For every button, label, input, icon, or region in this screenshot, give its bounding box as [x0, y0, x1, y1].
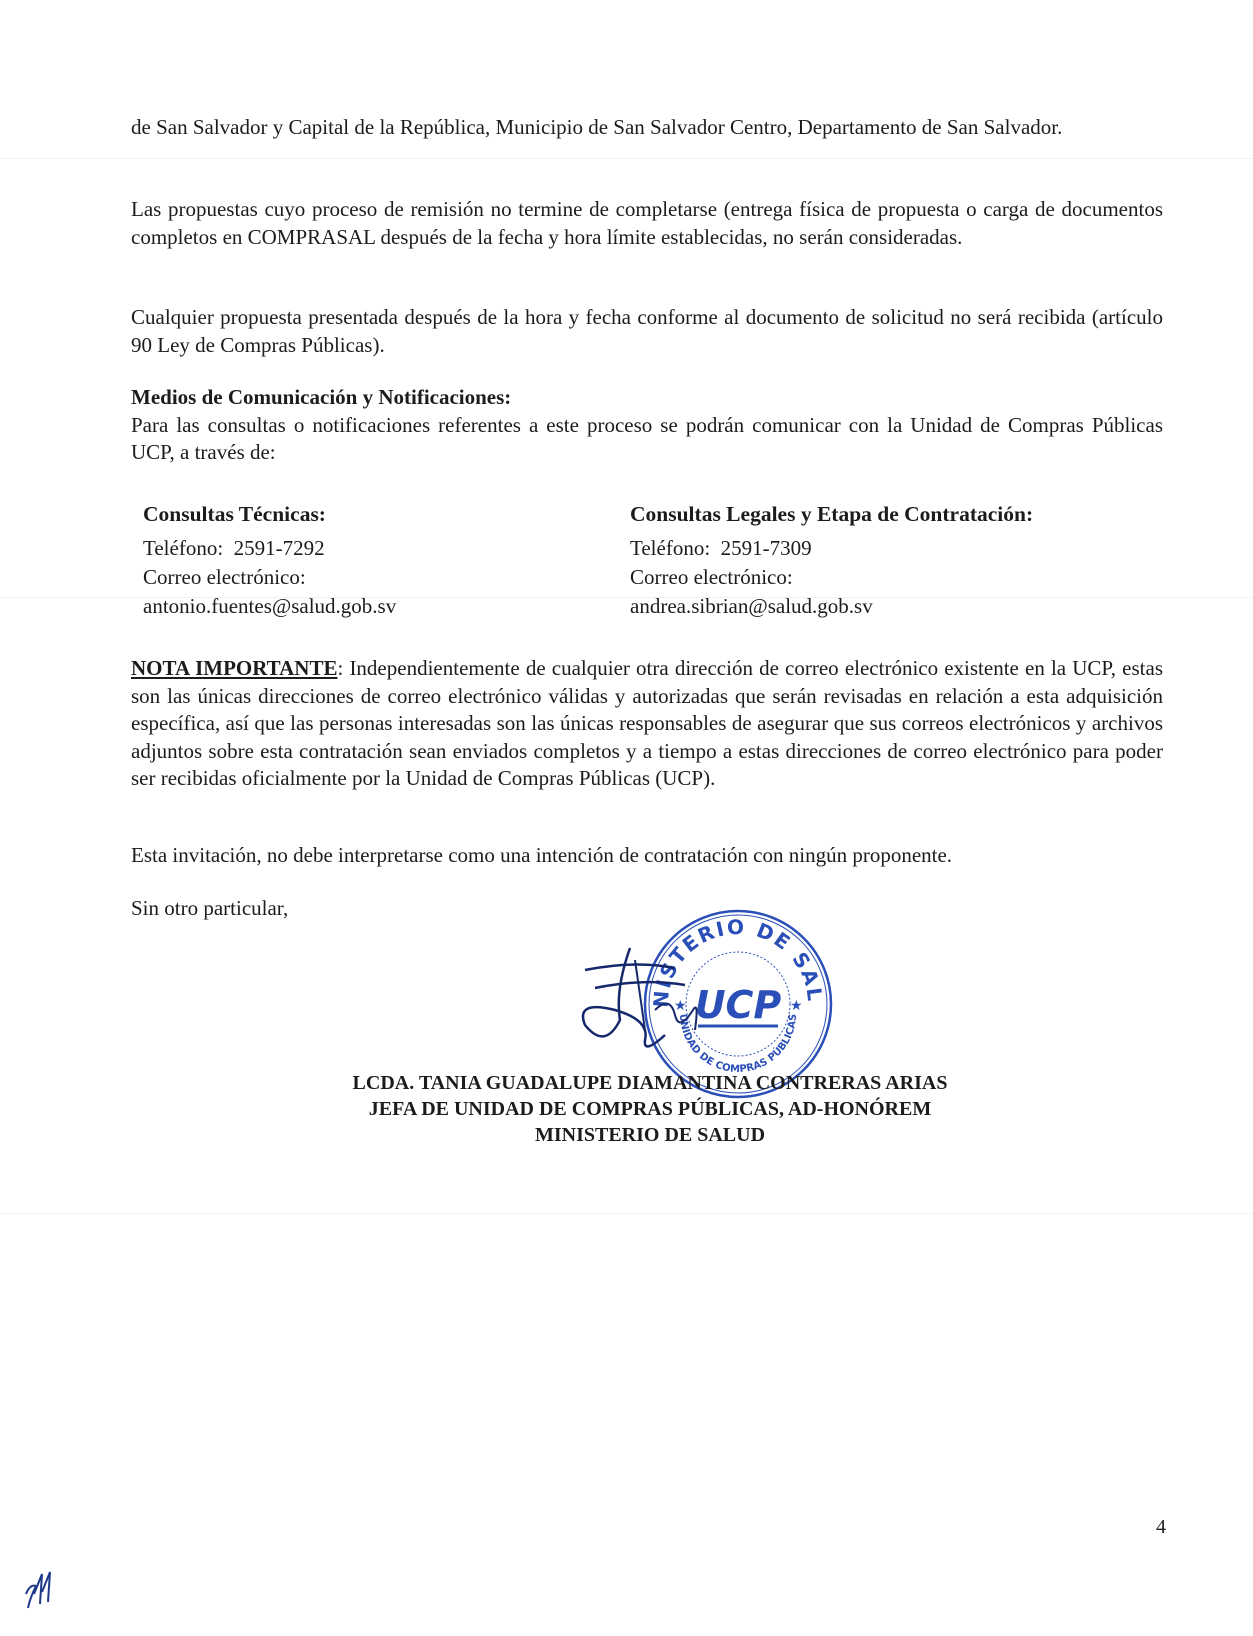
page-number: 4	[1156, 1516, 1166, 1538]
paragraph-deadline: Cualquier propuesta presentada después de la hora y fecha conforme al documento de solicitud no será recibida (artículo 90 Ley de Compras Públicas).	[131, 305, 1163, 357]
svg-text:★: ★	[674, 999, 687, 1014]
contact-email: andrea.sibrian@salud.gob.sv	[630, 594, 873, 618]
contact-phone: Teléfono: 2591-7292	[143, 536, 325, 560]
closing-invitation: Esta invitación, no debe interpretarse como una intención de contratación con ningún proponente.	[131, 843, 953, 867]
contact-heading: Consultas Técnicas:	[143, 502, 326, 526]
contact-legal	[630, 500, 1033, 621]
important-note	[131, 655, 1163, 793]
stamp-center-text: UCP	[694, 983, 782, 1027]
svg-text:★: ★	[790, 999, 803, 1014]
contact-email-label: Correo electrónico:	[143, 565, 306, 589]
paragraph-location: de San Salvador y Capital de la República, Municipio de San Salvador Centro, Departamento de San Salvador.	[131, 115, 1063, 139]
signatory-org: MINISTERIO DE SALUD	[534, 1124, 766, 1146]
note-label: NOTA IMPORTANTE	[131, 656, 338, 680]
signatory-name: LCDA. TANIA GUADALUPE DIAMANTINA CONTRERAS ARIAS	[352, 1072, 948, 1094]
contact-technical	[143, 500, 396, 621]
stamp-inner-text: UNIDAD DE COMPRAS PÚBLICAS	[676, 1013, 800, 1076]
section-communications	[131, 384, 1163, 467]
initials-icon	[20, 1564, 60, 1614]
contact-email-label: Correo electrónico:	[630, 565, 793, 589]
signature-icon	[575, 940, 755, 1060]
paragraph-late-submissions: Las propuestas cuyo proceso de remisión no termine de completarse (entrega física de propuesta o carga de documentos completos en COMPRASAL después de la fecha y hora límite establecidas, no serán consideradas.	[131, 197, 1163, 249]
section-heading: Medios de Comunicación y Notificaciones:	[131, 385, 512, 409]
signatory-block	[300, 1070, 1000, 1148]
stamp-outer-text: NISTERIO DE SAL	[648, 914, 828, 1009]
handwritten-initials	[20, 1564, 60, 1619]
contact-phone: Teléfono: 2591-7309	[630, 536, 812, 560]
scan-artifact-line	[0, 1213, 1253, 1214]
handwritten-signature	[575, 940, 755, 1065]
signatory-role: JEFA DE UNIDAD DE COMPRAS PÚBLICAS, AD-HONÓREM	[368, 1098, 932, 1120]
scan-artifact-line	[0, 158, 1253, 159]
closing-sign-off: Sin otro particular,	[131, 896, 289, 920]
note-text: : Independientemente de cualquier otra dirección de correo electrónico existente en la UCP, estas son las únicas direcciones de correo electrónico válidas y autorizadas que serán revisadas en relación a esta adquisición específica, así que las personas interesadas son las únicas responsables de asegurar que sus correos electrónicos y archivos adjuntos sobre esta contratación sean enviados completos y a tiempo a estas direcciones de correo electrónico para poder ser recibidas oficialmente por la Unidad de Compras Públicas (UCP).	[131, 656, 1163, 790]
contact-email: antonio.fuentes@salud.gob.sv	[143, 594, 397, 618]
section-text: Para las consultas o notificaciones referentes a este proceso se podrán comunicar con la Unidad de Compras Públicas UCP, a través de:	[131, 412, 1163, 464]
contact-heading: Consultas Legales y Etapa de Contratación:	[630, 502, 1034, 526]
